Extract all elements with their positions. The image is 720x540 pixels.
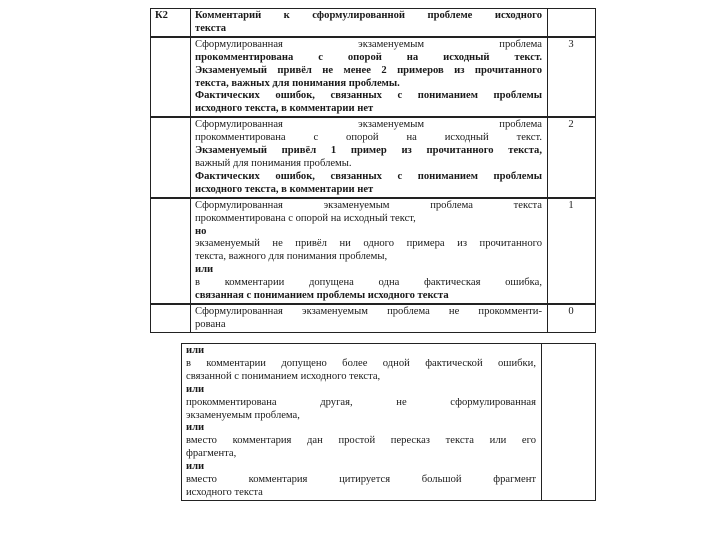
score-value: 1 [548,198,596,304]
text-line: экзаменуемым проблема, [186,409,300,421]
text-line: исходного текста, в комментарии нет [195,103,374,115]
text-line: текста, важных для понимания проблемы. [195,77,400,89]
text-line: Фактических ошибок, связанных с пониманием проблемы [195,90,542,102]
text-line: Сформулированная экзаменуемым проблема [195,119,542,131]
text-line: вместо комментария дан простой пересказ текста или его [186,435,536,447]
continuation-text [182,344,542,501]
text-line: Сформулированная экзаменуемым проблема текста [195,199,542,211]
score-value: 2 [548,117,596,197]
criterion-text [191,304,548,332]
score-value: 0 [548,304,596,332]
score-header [548,9,596,37]
text-line: Сформулированная экзаменуемым проблема не прокомменти- [195,305,542,317]
text-line: Экзаменуемый привёл не менее 2 примеров из прочитанного [195,64,542,76]
continuation-row [182,344,596,501]
criterion-code: К2 [151,9,191,37]
criterion-text [191,198,548,304]
criterion-title [191,9,548,37]
text-line: Фактических ошибок, связанных с пониманием проблемы [195,170,542,182]
text-line: связанной с пониманием исходного текста, [186,370,381,382]
text-line: в комментарии допущена одна фактическая ошибка, [195,277,542,289]
text-line: или [186,345,205,356]
text-line: рована [195,318,226,330]
title-line: текста [195,22,227,34]
criteria-table [150,8,596,333]
criterion-text [191,117,548,197]
text-line: прокомментирована другая, не сформулированная [186,396,536,408]
title-line: Комментарий к сформулированной проблеме исходного [195,10,542,21]
criterion-row-2 [151,117,596,197]
text-line: или [186,422,205,434]
text-line: в комментарии допущено более одной фактической ошибки, [186,357,536,369]
text-line: прокомментирована с опорой на исходный текст, [195,212,416,224]
header-row [151,9,596,37]
text-line: Сформулированная экзаменуемым проблема [195,38,542,50]
text-line: экзаменуемый не привёл ни одного примера из прочитанного [195,238,542,250]
text-line: вместо комментария цитируется большой фрагмент [186,474,536,486]
text-line: или [186,383,205,395]
text-line: или [195,264,214,276]
text-line: но [195,225,207,237]
text-line: фрагмента, [186,448,237,460]
text-line: исходного текста [186,486,263,498]
continuation-table [181,343,596,501]
criterion-row-3 [151,37,596,117]
text-line: связанная с пониманием проблемы исходного текста [195,290,449,302]
text-line: прокомментирована с опорой на исходный текст. [195,132,542,144]
criterion-text [191,37,548,117]
text-line: текста, важного для понимания проблемы, [195,251,388,263]
text-line: прокомментирована с опорой на исходный текст. [195,51,542,63]
criterion-row-1 [151,198,596,304]
text-line: Экзаменуемый привёл 1 пример из прочитанного текста, [195,145,542,157]
continuation-score-cell [542,344,596,501]
text-line: или [186,461,205,473]
text-line: важный для понимания проблемы. [195,157,352,169]
score-value: 3 [548,37,596,117]
text-line: исходного текста, в комментарии нет [195,183,374,195]
criterion-row-0 [151,304,596,332]
